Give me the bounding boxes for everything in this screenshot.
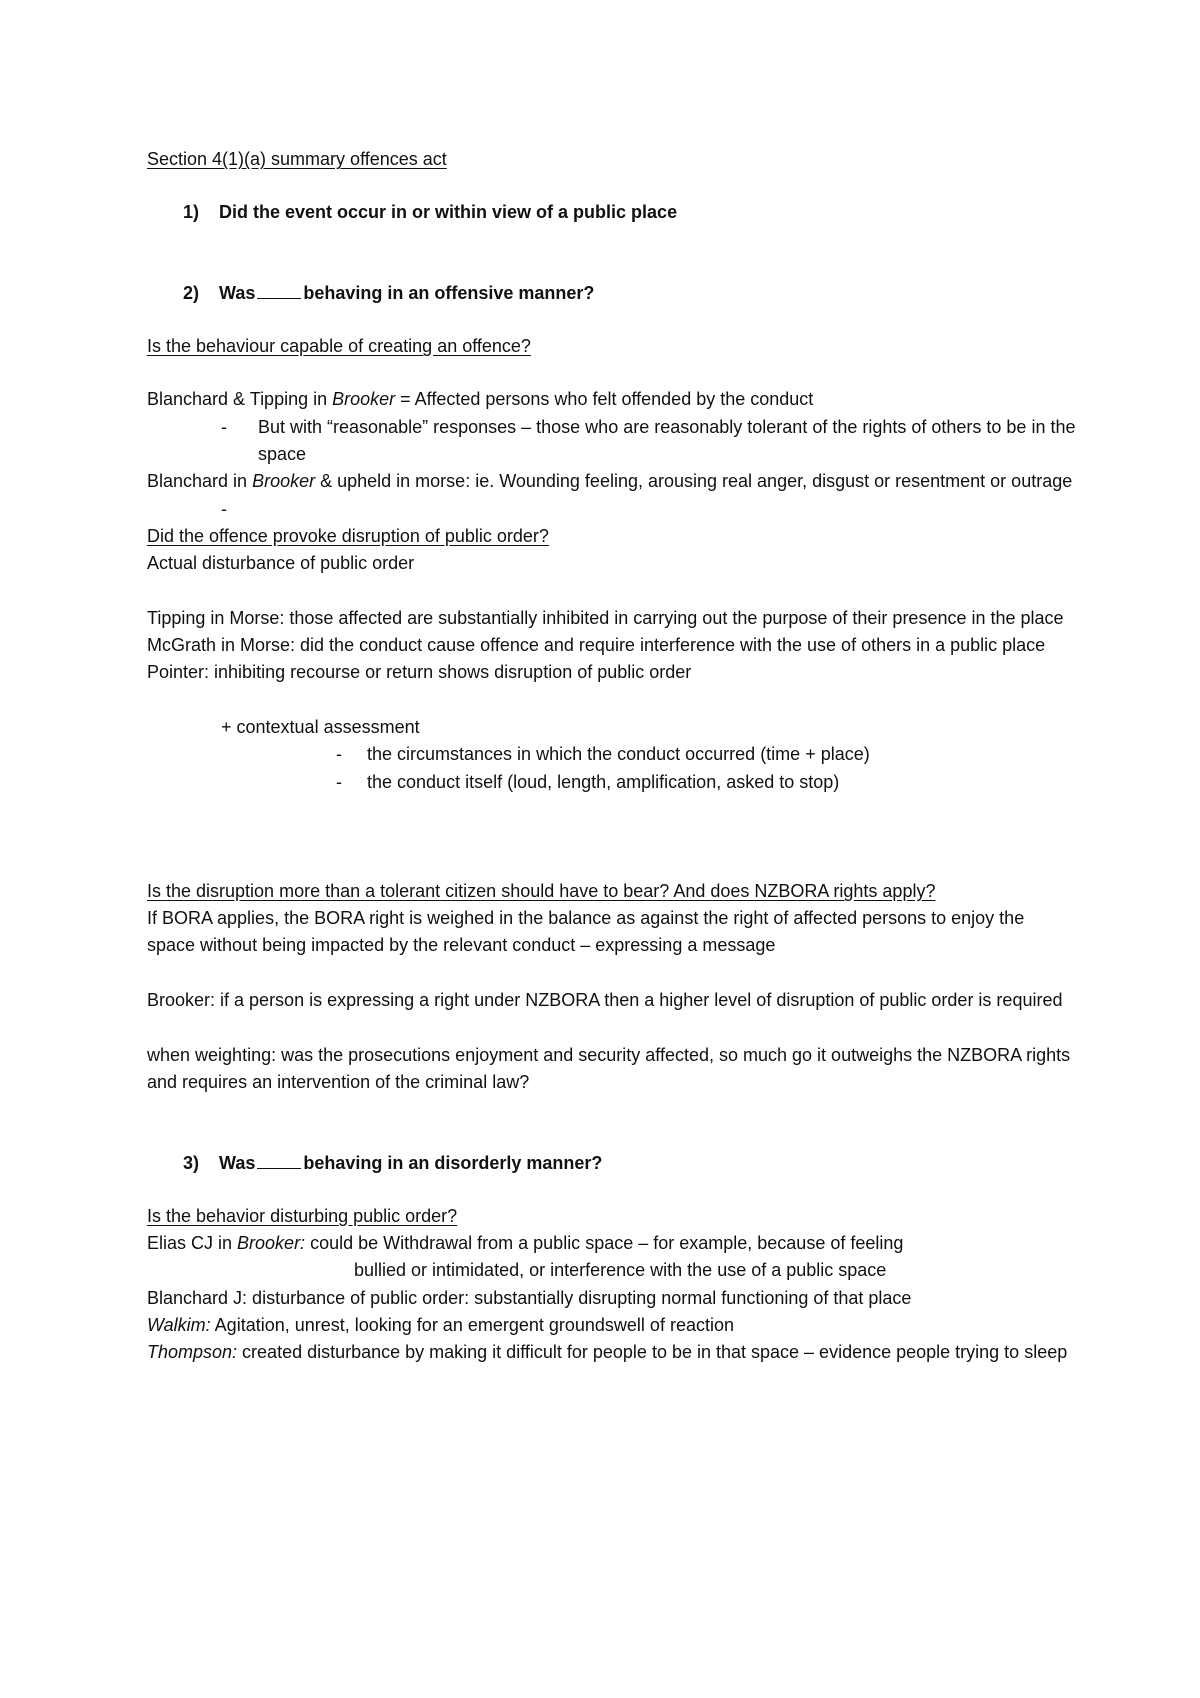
contextual-item-text: the conduct itself (loud, length, amplification, asked to stop): [367, 771, 840, 792]
text-run: = Affected persons who felt offended by the conduct: [395, 389, 814, 410]
paragraph-blanchard-j: Blanchard J: disturbance of public order: substantially disrupting normal functioning of that place: [147, 1287, 912, 1308]
question-1: [147, 199, 1077, 226]
question-number: 1): [183, 202, 200, 223]
page-title: Section 4(1)(a) summary offences act: [147, 149, 447, 169]
paragraph-weighting: when weighting: was the prosecutions enjoyment and security affected, so much go it outweighs the NZBORA rights and requires an intervention of the criminal law?: [147, 1044, 1071, 1092]
paragraph-walkim: [147, 1312, 1077, 1339]
contextual-item: [147, 769, 1077, 796]
text-run: Blanchard & Tipping in: [147, 389, 333, 410]
question-text-post: behaving in an disorderly manner?: [303, 1152, 603, 1173]
question-number: 2): [183, 282, 200, 303]
paragraph-elias: [147, 1230, 1077, 1257]
paragraph-tipping-morse: Tipping in Morse: those affected are substantially inhibited in carrying out the purpose of their presence in the place: [147, 607, 1064, 628]
subheading-capable: Is the behaviour capable of creating an offence?: [147, 336, 531, 357]
paragraph-actual-disturbance: Actual disturbance of public order: [147, 553, 415, 574]
blank-line: [257, 1154, 301, 1169]
paragraph-blanchard-tipping: [147, 386, 1077, 413]
contextual-item-text: the circumstances in which the conduct occurred (time + place): [367, 744, 870, 765]
paragraph-bora-applies: If BORA applies, the BORA right is weighed in the balance as against the right of affected persons to enjoy the space without being impacted by the relevant conduct – expressing a message: [147, 908, 1025, 956]
subheading-disturbing: Is the behavior disturbing public order?: [147, 1205, 458, 1226]
text-run: Agitation, unrest, looking for an emergent groundswell of reaction: [210, 1314, 734, 1335]
paragraph-blanchard-morse: [147, 468, 1077, 495]
question-3: [147, 1150, 1077, 1177]
question-text-pre: Was: [219, 1152, 256, 1173]
text-run: could be Withdrawal from a public space – for example, because of feeling: [305, 1233, 904, 1254]
subheading-tolerant: Is the disruption more than a tolerant citizen should have to bear? And does NZBORA rights apply?: [147, 880, 936, 901]
question-text-pre: Was: [219, 282, 256, 303]
dash-marker: -: [336, 771, 342, 792]
contextual-item: [147, 741, 1077, 768]
question-2: [147, 280, 1077, 307]
paragraph-mcgrath-morse: McGrath in Morse: did the conduct cause offence and require interference with the use of others in a public place: [147, 635, 1046, 656]
question-text-post: behaving in an offensive manner?: [303, 282, 595, 303]
dash-marker: -: [221, 498, 227, 519]
document-body: [147, 146, 1077, 1367]
question-text: Did the event occur in or within view of a public place: [219, 202, 678, 223]
paragraph-elias-continued: bullied or intimidated, or interference with the use of a public space: [354, 1260, 887, 1281]
text-run: & upheld in morse: ie. Wounding feeling, arousing real anger, disgust or resentment or outrage: [315, 471, 1073, 492]
text-run: Elias CJ in: [147, 1233, 238, 1254]
paragraph-thompson: [147, 1339, 1077, 1366]
paragraph-pointer: Pointer: inhibiting recourse or return shows disruption of public order: [147, 662, 692, 683]
dash-marker: -: [221, 416, 227, 437]
case-name: Brooker:: [237, 1233, 306, 1254]
contextual-assessment-heading: + contextual assessment: [221, 717, 420, 738]
case-name: Walkim:: [147, 1314, 211, 1335]
text-run: Blanchard in: [147, 471, 253, 492]
case-name: Brooker: [252, 471, 316, 492]
case-name: Thompson:: [147, 1342, 238, 1363]
paragraph-brooker-nzbora: Brooker: if a person is expressing a right under NZBORA then a higher level of disruption of public order is required: [147, 990, 1063, 1011]
subheading-provoke: Did the offence provoke disruption of public order?: [147, 525, 549, 546]
text-run: created disturbance by making it difficult for people to be in that space – evidence people trying to sleep: [237, 1342, 1068, 1363]
blank-line: [257, 284, 301, 299]
bullet-text: But with “reasonable” responses – those who are reasonably tolerant of the rights of others to be in the space: [258, 416, 1076, 465]
question-number: 3): [183, 1152, 200, 1173]
bullet-item: [147, 414, 1077, 469]
case-name: Brooker: [332, 389, 396, 410]
dash-marker: -: [336, 744, 342, 765]
